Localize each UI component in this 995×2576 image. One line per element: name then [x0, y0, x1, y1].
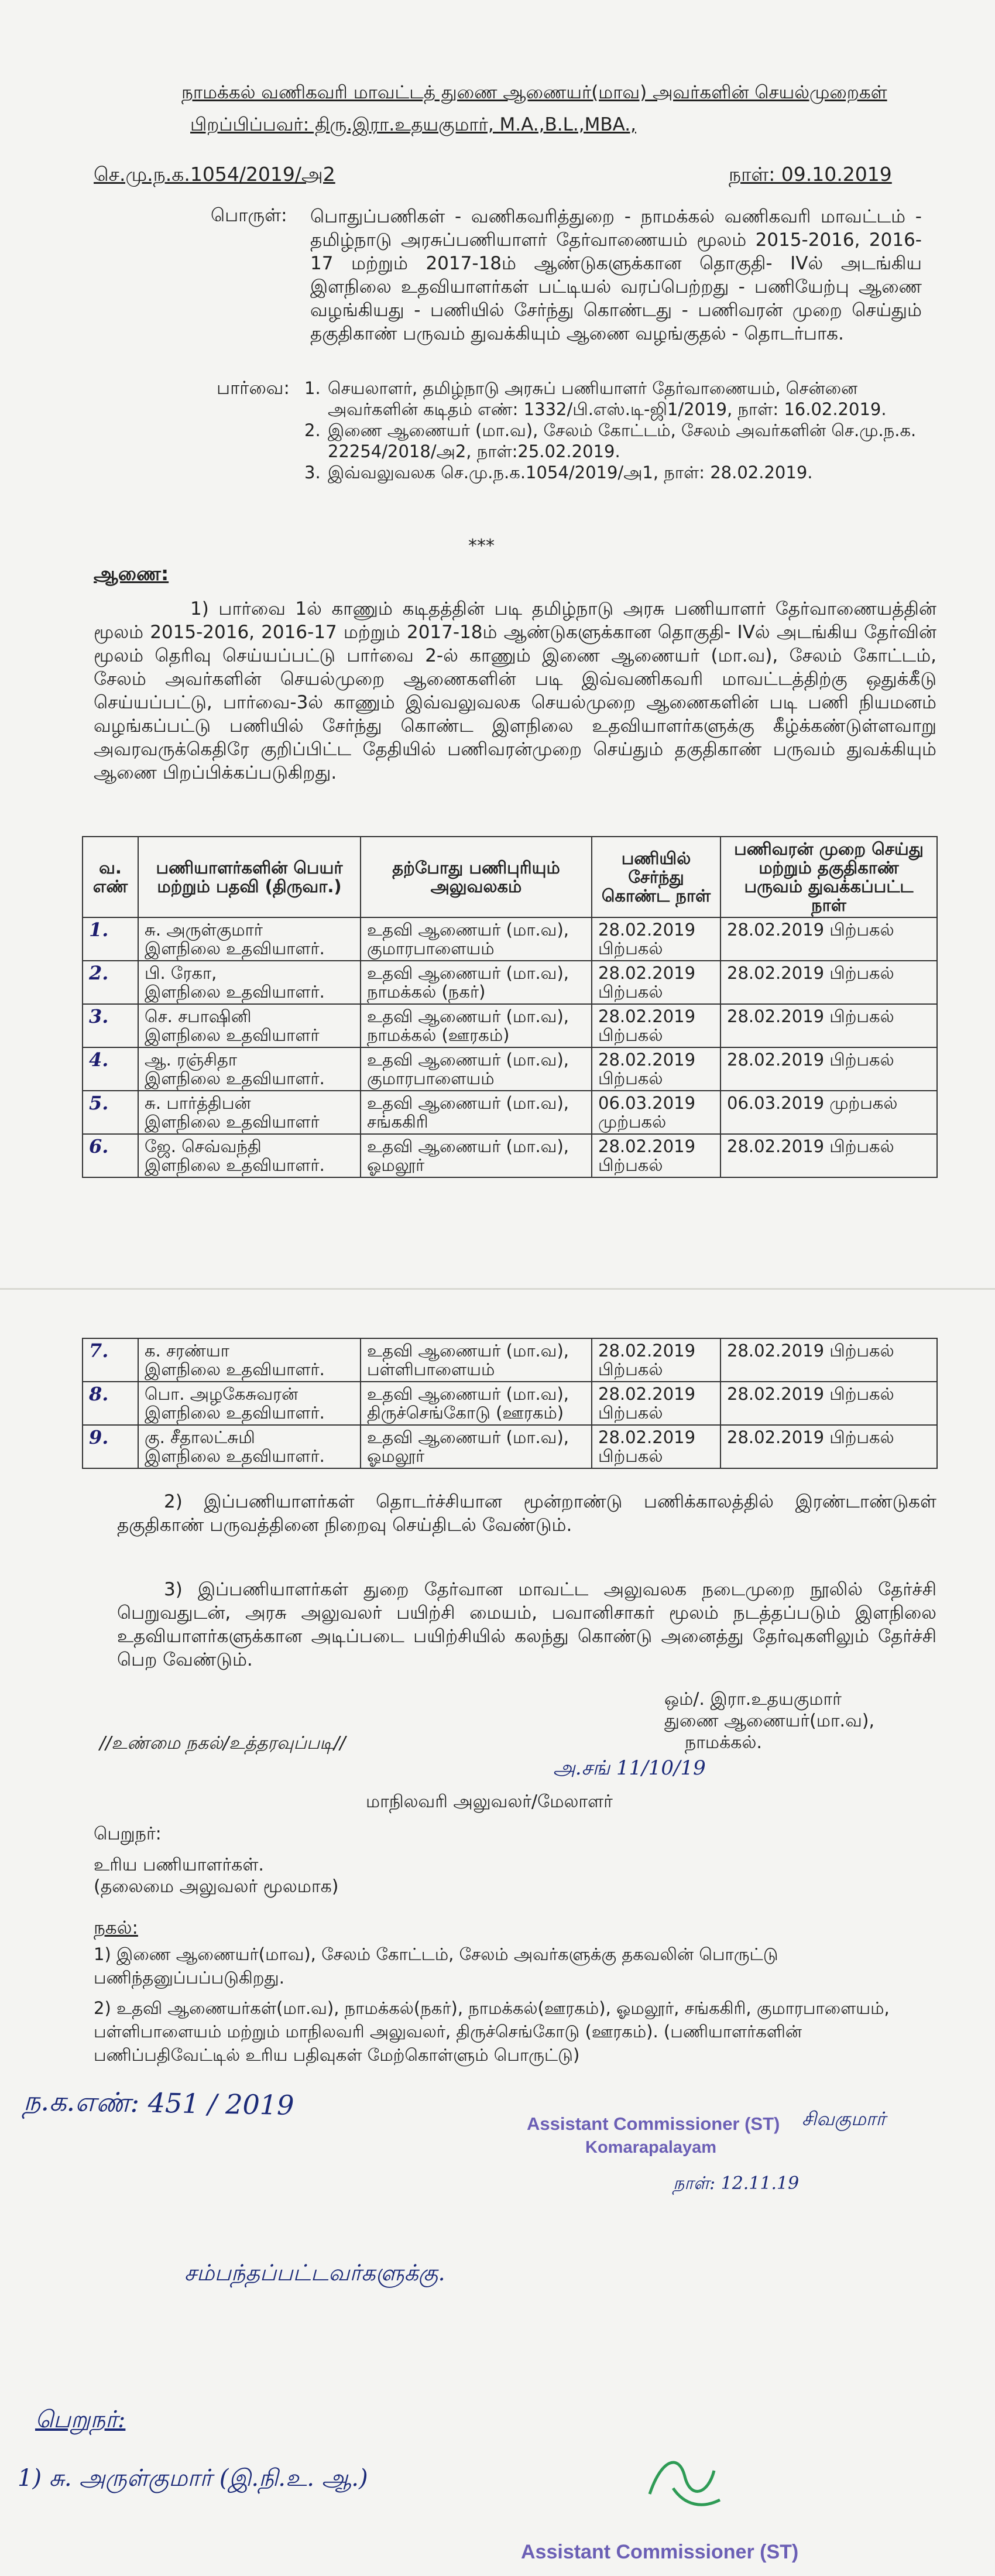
reference-item: 3. இவ்வலுவலக செ.மு.ந.க.1054/2019/அ1, நாள்: 28.02.2019. — [304, 463, 813, 482]
employee-post: இளநிலை உதவியாளர் — [145, 1112, 320, 1132]
regularisation-cell — [720, 1338, 937, 1382]
copy-item: 2) உதவி ஆணையர்கள்(மா.வ), நாமக்கல்(நகர்), நாமக்கல்(ஊரகம்), ஓமலூர், சங்ககிரி, குமாரபாளையம், பள்ளிபாளையம் மற்றும் மாநிலவரி அலுவலர், திருச்செங்கோடு (ஊரகம்). (பணியாளர்களின் பணிப்பதிவேட்டில் உரிய பதிவுகள் மேற்கொள்ளும் பொருட்டு) — [94, 1998, 890, 2065]
recipient-line: (தலைமை அலுவலர் மூலமாக) — [94, 1876, 339, 1897]
office-location: பள்ளிபாளையம் — [367, 1359, 495, 1379]
green-signature — [638, 2447, 732, 2517]
office-title: நாமக்கல் வணிகவரி மாவட்டத் துணை ஆணையர்(மாவ) அவர்களின் செயல்முறைகள் — [181, 82, 887, 103]
table-row — [83, 1134, 937, 1177]
name-cell — [138, 1091, 361, 1134]
page-fold — [0, 1288, 995, 1290]
office-cell — [361, 917, 592, 961]
references-list — [304, 378, 936, 483]
serial-number: 1. — [89, 919, 109, 941]
order-heading: ஆணை: — [94, 562, 169, 585]
signatory-place: நாமக்கல். — [685, 1732, 762, 1753]
handwritten-note: சம்பந்தப்பட்டவர்களுக்கு. — [184, 2260, 445, 2286]
office-cell — [361, 961, 592, 1004]
regularisation-cell — [720, 961, 937, 1004]
column-header: பணியில் சேர்ந்து கொண்ட நாள் — [592, 837, 720, 917]
employee-name: சு. பார்த்திபன் — [145, 1093, 251, 1113]
reference-item: 1. செயலாளர், தமிழ்நாடு அரசுப் பணியாளர் தேர்வாணையம், சென்னை அவர்களின் கடிதம் எண்: 1332/பி.எஸ்.டி-ஜி1/2019, நாள்: 16.02.2019. — [304, 378, 887, 419]
copy-label: நகல்: — [94, 1917, 138, 1938]
reference-number: செ.மு.ந.க.1054/2019/அ2 — [94, 163, 335, 186]
name-cell — [138, 1047, 361, 1091]
table-row — [83, 1047, 937, 1091]
join-date-cell — [592, 1047, 720, 1091]
join-session: பிற்பகல் — [598, 982, 663, 1002]
office-title: உதவி ஆணையர் (மா.வ), — [367, 1050, 569, 1070]
employee-post: இளநிலை உதவியாளர். — [145, 1446, 325, 1466]
stamp-place: Komarapalayam — [585, 2138, 717, 2157]
join-date: 28.02.2019 — [598, 920, 696, 940]
office-title: உதவி ஆணையர் (மா.வ), — [367, 1006, 569, 1026]
employee-name: ஜே. செவ்வந்தி — [145, 1136, 262, 1156]
join-session: பிற்பகல் — [598, 1068, 663, 1088]
order-date: நாள்: 09.10.2019 — [729, 163, 892, 186]
order-paragraph-3: 3) இப்பணியாளர்கள் துறை தேர்வான மாவட்ட அலுவலக நடைமுறை நூலில் தேர்ச்சி பெறுவதுடன், அரசு அலுவலர் பயிற்சி மையம், பவானிசாகர் மூலம் நடத்தப்படும் இளநிலை உதவியாளர்களுக்கான அடிப்படை பயிற்சியில் கலந்து கொண்டு அனைத்து தேர்வுகளிலும் தேர்ச்சி பெற வேண்டும். — [117, 1579, 936, 1670]
table-header-row — [83, 837, 937, 917]
reference-item: 2. இணை ஆணையர் (மா.வ), சேலம் கோட்டம், சேலம் அவர்களின் செ.மு.ந.க. 22254/2018/அ2, நாள்:25.02.2019. — [304, 420, 917, 461]
separator: *** — [468, 536, 495, 556]
employee-post: இளநிலை உதவியாளர். — [145, 938, 325, 958]
serial-number: 2. — [89, 962, 109, 984]
regularisation-cell — [720, 1004, 937, 1047]
name-cell — [138, 1425, 361, 1468]
order-paragraph-2: 2) இப்பணியாளர்கள் தொடர்ச்சியான மூன்றாண்டு பணிக்காலத்தில் இரண்டாண்டுகள் தகுதிகாண் பருவத்தினை நிறைவு செய்திடல் வேண்டும். — [117, 1491, 936, 1536]
stamp-assistant-commissioner-2: Assistant Commissioner (ST) — [521, 2541, 799, 2563]
regularisation-date: 28.02.2019 பிற்பகல் — [727, 1384, 894, 1404]
join-session: முற்பகல் — [598, 1112, 667, 1132]
employee-post: இளநிலை உதவியாளர். — [145, 982, 325, 1002]
office-cell — [361, 1382, 592, 1425]
office-cell — [361, 1004, 592, 1047]
table-row — [83, 1004, 937, 1047]
issuer: பிறப்பிப்பவர்: திரு.இரா.உதயகுமார், M.A.,B.L.,MBA., — [190, 114, 636, 135]
employee-name: சு. அருள்குமார் — [145, 920, 263, 940]
regularisation-cell — [720, 1382, 937, 1425]
join-date-cell — [592, 1338, 720, 1382]
signatory-title: துணை ஆணையர்(மா.வ), — [664, 1711, 875, 1731]
serial-cell — [83, 1091, 138, 1134]
office-location: நாமக்கல் (நகர்) — [367, 982, 486, 1002]
join-date: 28.02.2019 — [598, 1384, 696, 1404]
office-title: உதவி ஆணையர் (மா.வ), — [367, 1427, 569, 1447]
handwritten-date: நாள்: 12.11.19 — [673, 2173, 800, 2194]
serial-number: 9. — [89, 1426, 109, 1448]
subject-text: பொதுப்பணிகள் - வணிகவரித்துறை - நாமக்கல் வணிகவரி மாவட்டம் - தமிழ்நாடு அரசுப்பணியாளர் தேர்வாணையம் மூலம் 2015-2016, 2016-17 மற்றும் 2017-18ம் ஆண்டுகளுக்கான தொகுதி- IVல் அடங்கிய இளநிலை உதவியாளர்கள் பட்டியல் வரப்பெற்றது - பணியேற்பு ஆணை வழங்கியது - பணியில் சேர்ந்து கொண்டது - பணிவரன் முறை செய்தும் தகுதிகாண் பருவம் துவக்கியும் ஆணை வழங்குதல் - தொடர்பாக. — [310, 206, 922, 344]
table-row — [83, 1338, 937, 1382]
employee-post: இளநிலை உதவியாளர் — [145, 1025, 320, 1045]
join-session: பிற்பகல் — [598, 1155, 663, 1175]
copy-item: 1) இணை ஆணையர்(மாவ), சேலம் கோட்டம், சேலம் அவர்களுக்கு தகவலின் பொருட்டு பணிந்தனுப்பப்படுகிறது. — [94, 1944, 778, 1988]
employee-name: பி. ரேகா, — [145, 963, 217, 983]
join-date-cell — [592, 1425, 720, 1468]
table-row — [83, 1382, 937, 1425]
serial-cell — [83, 1425, 138, 1468]
join-session: பிற்பகல் — [598, 938, 663, 958]
regularisation-cell — [720, 1047, 937, 1091]
employee-post: இளநிலை உதவியாளர். — [145, 1359, 325, 1379]
regularisation-cell — [720, 1134, 937, 1177]
office-location: நாமக்கல் (ஊரகம்) — [367, 1025, 510, 1045]
employee-post: இளநிலை உதவியாளர். — [145, 1068, 325, 1088]
serial-cell — [83, 1338, 138, 1382]
serial-cell — [83, 961, 138, 1004]
join-session: பிற்பகல் — [598, 1403, 663, 1423]
signatory-name: ஒம்/. இரா.உதயகுமார் — [664, 1689, 842, 1710]
employee-name: கு. சீதாலட்சுமி — [145, 1427, 255, 1447]
join-date: 28.02.2019 — [598, 1341, 696, 1361]
office-cell — [361, 1134, 592, 1177]
name-cell — [138, 1338, 361, 1382]
regularisation-date: 28.02.2019 பிற்பகல் — [727, 1050, 894, 1070]
column-header: தற்போது பணிபுரியும் அலுவலகம் — [361, 837, 592, 917]
join-session: பிற்பகல் — [598, 1446, 663, 1466]
join-session: பிற்பகல் — [598, 1359, 663, 1379]
join-date: 28.02.2019 — [598, 1427, 696, 1447]
office-title: உதவி ஆணையர் (மா.வ), — [367, 1136, 569, 1156]
table-row — [83, 917, 937, 961]
serial-cell — [83, 1134, 138, 1177]
regularisation-date: 28.02.2019 பிற்பகல் — [727, 1427, 894, 1447]
office-title: உதவி ஆணையர் (மா.வ), — [367, 920, 569, 940]
table-row — [83, 1091, 937, 1134]
join-date: 28.02.2019 — [598, 1050, 696, 1070]
office-location: குமாரபாளையம் — [367, 938, 495, 958]
join-session: பிற்பகல் — [598, 1025, 663, 1045]
serial-number: 8. — [89, 1383, 109, 1405]
name-cell — [138, 1134, 361, 1177]
join-date-cell — [592, 1134, 720, 1177]
office-location: ஓமலூர் — [367, 1155, 425, 1175]
name-cell — [138, 1004, 361, 1047]
regularisation-cell — [720, 917, 937, 961]
serial-cell — [83, 917, 138, 961]
regularisation-date: 28.02.2019 பிற்பகல் — [727, 920, 894, 940]
table-row — [83, 1425, 937, 1468]
regularisation-date: 28.02.2019 பிற்பகல் — [727, 963, 894, 983]
handwritten-recipients-label: பெறுநர்: — [35, 2406, 126, 2433]
name-cell — [138, 1382, 361, 1425]
stamp-signature: சிவகுமார் — [802, 2108, 886, 2130]
employee-name: பொ. அழகேசுவரன் — [145, 1384, 298, 1404]
references-label: பார்வை: — [217, 378, 290, 399]
join-date: 28.02.2019 — [598, 963, 696, 983]
regularisation-date: 28.02.2019 பிற்பகல் — [727, 1341, 894, 1361]
join-date: 06.03.2019 — [598, 1093, 696, 1113]
staff-table — [82, 836, 938, 1178]
office-location: குமாரபாளையம் — [367, 1068, 495, 1088]
serial-number: 7. — [89, 1340, 109, 1362]
regularisation-date: 28.02.2019 பிற்பகல் — [727, 1136, 894, 1156]
office-cell — [361, 1425, 592, 1468]
staff-table-continued — [82, 1338, 938, 1469]
join-date-cell — [592, 1004, 720, 1047]
name-cell — [138, 961, 361, 1004]
serial-number: 3. — [89, 1005, 109, 1027]
handwritten-recipient: 1) சு. அருள்குமார் (இ.நி.உ. ஆ.) — [18, 2465, 368, 2492]
serial-number: 6. — [89, 1135, 109, 1157]
recipients-label: பெறுநர்: — [94, 1824, 162, 1844]
employee-post: இளநிலை உதவியாளர். — [145, 1155, 325, 1175]
column-header: வ. எண் — [83, 837, 138, 917]
stamp-assistant-commissioner: Assistant Commissioner (ST) — [527, 2113, 780, 2134]
regularisation-cell — [720, 1425, 937, 1468]
subject-label: பொருள்: — [211, 205, 287, 226]
employee-name: க. சரண்யா — [145, 1341, 229, 1361]
regularisation-date: 28.02.2019 பிற்பகல் — [727, 1006, 894, 1026]
join-date-cell — [592, 917, 720, 961]
serial-cell — [83, 1004, 138, 1047]
handwritten-reference: ந.க.எண்: 451 / 2019 — [23, 2084, 294, 2122]
serial-cell — [83, 1382, 138, 1425]
officer-title: மாநிலவரி அலுவலர்/மேலாளர் — [366, 1791, 613, 1812]
name-cell — [138, 917, 361, 961]
join-date-cell — [592, 1091, 720, 1134]
serial-number: 4. — [89, 1049, 109, 1071]
office-location: சங்ககிரி — [367, 1112, 428, 1132]
office-title: உதவி ஆணையர் (மா.வ), — [367, 1384, 569, 1404]
order-paragraph-1: 1) பார்வை 1ல் காணும் கடிதத்தின் படி தமிழ்நாடு அரசு பணியாளர் தேர்வாணையத்தின் மூலம் 2015-2016, 2016-17 மற்றும் 2017-18ம் ஆண்டுகளுக்கான தொகுதி- IVல் அடங்கிய தேர்வின் மூலம் தெரிவு செய்யப்பட்டு பார்வை 2-ல் காணும் இணை ஆணையர் (மா.வ), சேலம் கோட்டம், சேலம் அவர்களின் செயல்முறை ஆணைகளின் படி இவ்வணிகவரி மாவட்டத்திற்கு ஒதுக்கீடு செய்யப்பட்டு, பார்வை-3ல் காணும் இவ்வலுவலக செயல்முறை ஆணைகளின் படி பணி நியமனம் வழங்கப்பட்டு பணியில் சேர்ந்து கொண்ட இளநிலை உதவியாளர்களுக்கு கீழ்க்கண்டுள்ளவாறு அவரவருக்கெதிரே குறிப்பிட்ட தேதியில் பணிவரன்முறை செய்தும் தகுதிகாண் பருவம் துவக்கியும் ஆணை பிறப்பிக்கப்படுகிறது. — [94, 598, 936, 783]
join-date: 28.02.2019 — [598, 1006, 696, 1026]
recipient-line: உரிய பணியாளர்கள். — [94, 1855, 264, 1875]
true-copy-note: //உண்மை நகல்/உத்தரவுப்படி// — [100, 1733, 346, 1753]
regularisation-date: 06.03.2019 முற்பகல் — [727, 1093, 898, 1113]
office-location: ஓமலூர் — [367, 1446, 425, 1466]
column-header: பணியாளர்களின் பெயர் மற்றும் பதவி (திருவா.) — [138, 837, 361, 917]
office-location: திருச்செங்கோடு (ஊரகம்) — [367, 1403, 564, 1423]
employee-name: ஆ. ரஞ்சிதா — [145, 1050, 237, 1070]
office-cell — [361, 1091, 592, 1134]
join-date-cell — [592, 961, 720, 1004]
regularisation-cell — [720, 1091, 937, 1134]
serial-cell — [83, 1047, 138, 1091]
office-title: உதவி ஆணையர் (மா.வ), — [367, 1341, 569, 1361]
office-title: உதவி ஆணையர் (மா.வ), — [367, 1093, 569, 1113]
office-cell — [361, 1047, 592, 1091]
serial-number: 5. — [89, 1092, 109, 1114]
column-header: பணிவரன் முறை செய்து மற்றும் தகுதிகாண் பருவம் துவக்கப்பட்ட நாள் — [720, 837, 937, 917]
employee-post: இளநிலை உதவியாளர். — [145, 1403, 325, 1423]
join-date-cell — [592, 1382, 720, 1425]
join-date: 28.02.2019 — [598, 1136, 696, 1156]
employee-name: செ. சபாஷினி — [145, 1006, 252, 1026]
table-row — [83, 961, 937, 1004]
office-cell — [361, 1338, 592, 1382]
office-title: உதவி ஆணையர் (மா.வ), — [367, 963, 569, 983]
officer-initials: அ.சங் 11/10/19 — [553, 1756, 706, 1780]
